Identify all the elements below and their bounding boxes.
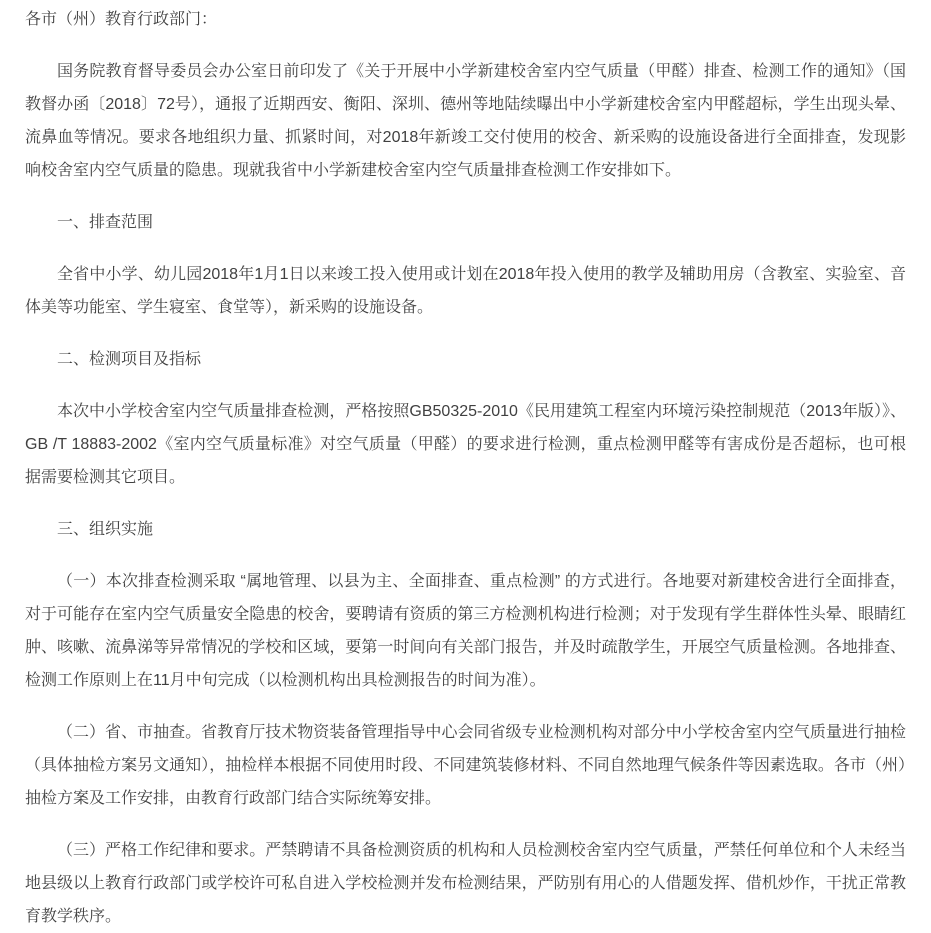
document-paragraph: 本次中小学校舍室内空气质量排查检测，严格按照GB50325-2010《民用建筑工程室内环境污染控制规范（2013年版）》、GB /T 18883-2002《室内空气质量标准》对空气质量（甲醛）的要求进行检测，重点检测甲醛等有害成份是否超标，也可根据需要检测其它项目。 (25, 403, 906, 486)
document-salutation: 各市（州）教育行政部门： (25, 11, 218, 28)
document-paragraph: （一）本次排查检测采取 “属地管理、以县为主、全面排查、重点检测” 的方式进行。各地要对新建校舍进行全面排查，对于可能存在室内空气质量安全隐患的校舍，要聘请有资质的第三方检测机构进行检测；对于发现有学生群体性头晕、眼睛红肿、咳嗽、流鼻涕等异常情况的学校和区域，要第一时间向有关部门报告，并及时疏散学生，开展空气质量检测。各地排查、检测工作原则上在11月中旬完成（以检测机构出具检测报告的时间为准）。 (25, 573, 906, 689)
section-heading: 一、排查范围 (57, 214, 154, 231)
document-paragraph: （三）严格工作纪律和要求。严禁聘请不具备检测资质的机构和人员检测校舍室内空气质量，严禁任何单位和个人未经当地县级以上教育行政部门或学校许可私自进入学校检测并发布检测结果，严防别有用心的人借题发挥、借机炒作，干扰正常教育教学秩序。 (25, 842, 906, 925)
section-heading: 二、检测项目及指标 (57, 351, 202, 368)
document-paragraph: （二）省、市抽查。省教育厅技术物资装备管理指导中心会同省级专业检测机构对部分中小学校舍室内空气质量进行抽检（具体抽检方案另文通知），抽检样本根据不同使用时段、不同建筑装修材料、不同自然地理气候条件等因素选取。各市（州）抽检方案及工作安排，由教育行政部门结合实际统筹安排。 (25, 724, 906, 807)
section-heading: 三、组织实施 (57, 521, 154, 538)
document-paragraph: 全省中小学、幼儿园2018年1月1日以来竣工投入使用或计划在2018年投入使用的教学及辅助用房（含教室、实验室、音体美等功能室、学生寝室、食堂等），新采购的设施设备。 (25, 266, 906, 316)
document-paragraph: 国务院教育督导委员会办公室日前印发了《关于开展中小学新建校舍室内空气质量（甲醛）排查、检测工作的通知》（国教督办函〔2018〕72号），通报了近期西安、衡阳、深圳、德州等地陆续曝出中小学新建校舍室内甲醛超标，学生出现头晕、流鼻血等情况。要求各地组织力量、抓紧时间，对2018年新竣工交付使用的校舍、新采购的设施设备进行全面排查，发现影响校舍室内空气质量的隐患。现就我省中小学新建校舍室内空气质量排查检测工作安排如下。 (25, 63, 906, 179)
